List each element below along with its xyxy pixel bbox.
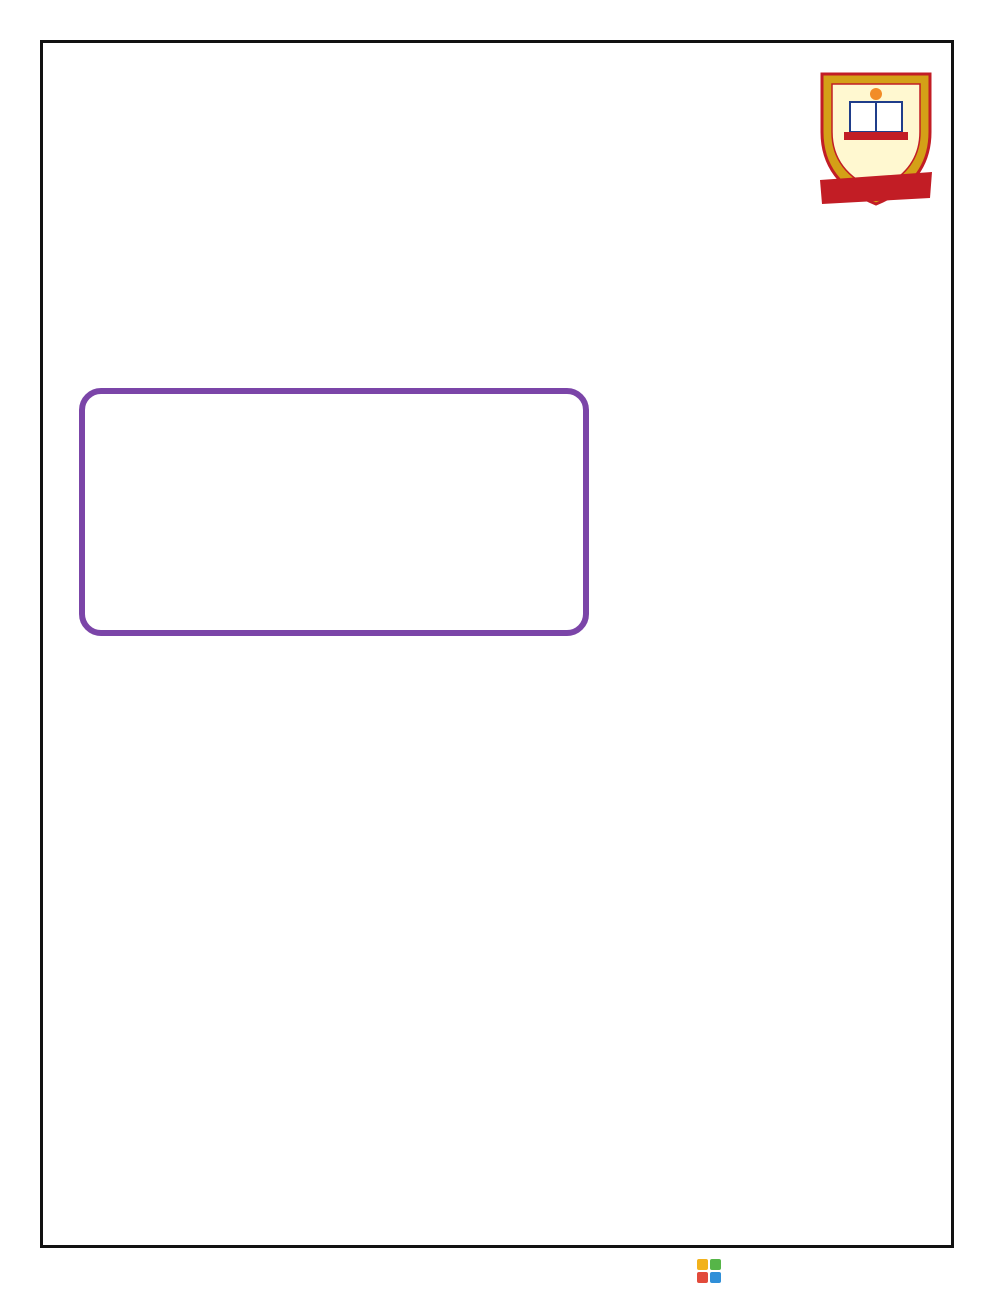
fruit-counting-box (79, 388, 589, 636)
liveworksheets-brand (697, 1256, 724, 1286)
school-logo (812, 62, 940, 212)
bar-chart (385, 645, 885, 1235)
liveworksheets-logo-icon (697, 1259, 721, 1283)
